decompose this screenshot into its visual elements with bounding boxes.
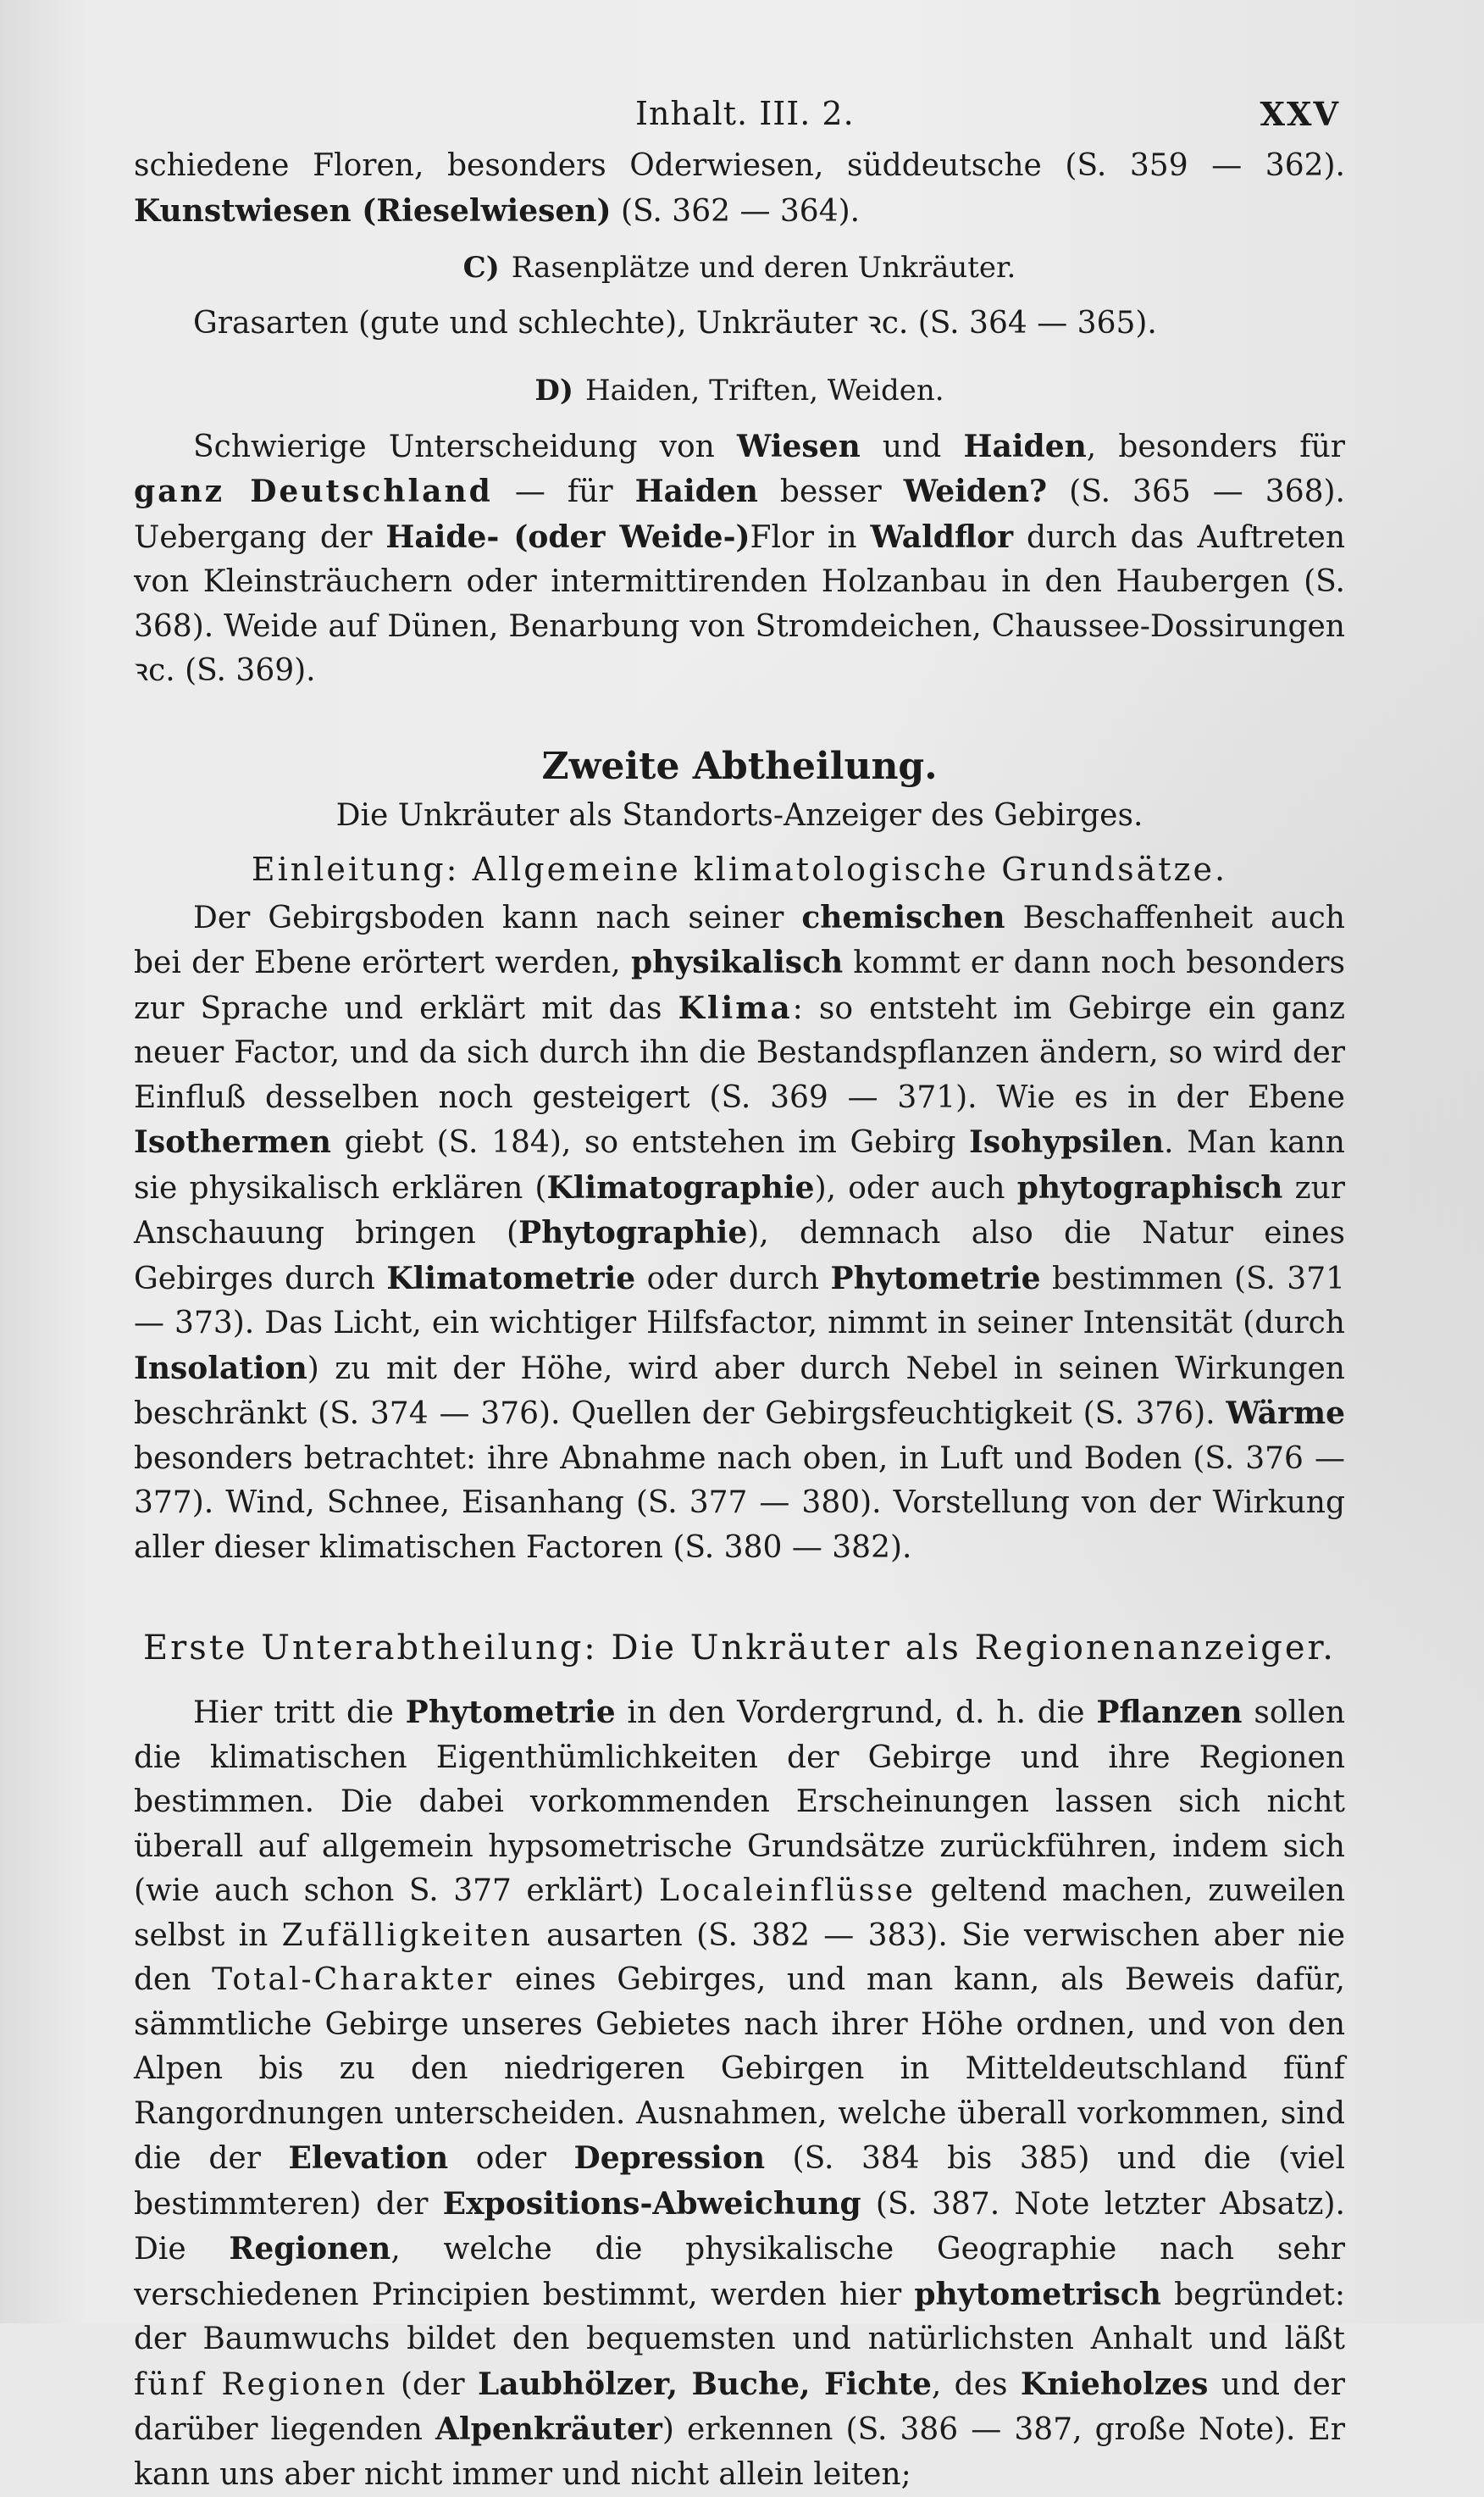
text-run: (S. 384 bis 385) und die (viel bestimmteren) der [134, 2141, 1346, 2222]
paragraph-floren [134, 144, 1345, 234]
running-title: Inhalt. III. 2. [635, 95, 855, 132]
text-run: , welche die physikalische Geographie nach sehr verschiedenen Principien bestimmt, werden hier [134, 2232, 1345, 2312]
text-run: oder durch [635, 1261, 831, 1296]
text-run: Flor in [750, 519, 871, 555]
text-run: bestimmen (S. 371 — 373). Das Licht, ein wichtiger Hilfsfactor, nimmt in seiner Intensität (durch [134, 1261, 1345, 1340]
text-run: besonders betrachtet: ihre Abnahme nach oben, in Luft und Boden (S. 376 — 377). Wind, Schnee, Eisanhang (S. 377 — 380). Vorstellung von der Wirkung aller dieser klimatischen Factoren (S. 380 — 382). [134, 1440, 1345, 1565]
text-run: giebt (S. 184), so entstehen im Gebirg [330, 1125, 970, 1160]
emphasized-text: Phytometrie [405, 1695, 616, 1730]
text-run: (der [387, 2367, 478, 2402]
emphasized-text: Wärme [1226, 1396, 1345, 1431]
emphasized-text: Knieholzes [1020, 2366, 1209, 2402]
text-run: (S. 365 — 368). Uebergang der [134, 474, 1345, 555]
emphasized-text: Isohypsilen [969, 1124, 1165, 1160]
text-run: , besonders für [1086, 429, 1345, 464]
page-number: XXV [1260, 95, 1340, 133]
text-run: geltend machen, zuweilen selbst in [134, 1873, 1346, 1953]
text-run: ), demnach also die Natur eines Gebirges durch [134, 1216, 1345, 1296]
emphasized-text: Klimatographie [546, 1169, 815, 1206]
emphasized-text: Elevation [288, 2140, 449, 2176]
text-run: Beschaffenheit auch bei der Ebene erörtert werden, [134, 900, 1345, 980]
running-head [0, 95, 1484, 146]
text-run: . Man kann sie physikalisch erklären ( [134, 1125, 1345, 1206]
emphasized-text: Haiden [963, 428, 1087, 464]
text-run: kommt er dann noch besonders zur Sprache und erklärt mit das [134, 946, 1345, 1026]
text-run: Total-Charakter [212, 1962, 495, 1997]
text-run: (S. 362 — 364). [611, 193, 861, 229]
emphasized-text: phytometrisch [914, 2276, 1161, 2312]
emphasized-text: Pflanzen [1096, 1695, 1243, 1730]
emphasized-text: Wiesen [737, 428, 861, 464]
introduction-heading: Einleitung: Allgemeine klimatologische Grundsätze. [251, 850, 1228, 888]
emphasized-text: Kunstwiesen (Rieselwiesen) [134, 192, 612, 229]
text-run: Hier tritt die [193, 1695, 406, 1730]
text-run: , des [931, 2367, 1021, 2402]
emphasized-text: Laubhölzer, Buche, Fichte [477, 2366, 932, 2402]
text-run: fünf Regionen [134, 2367, 388, 2402]
part-title: Zweite Abtheilung. [541, 744, 938, 788]
emphasized-text: Isothermen [134, 1124, 331, 1160]
section-d-heading: D) Haiden, Triften, Weiden. [534, 373, 944, 408]
emphasized-text: Haiden [634, 474, 758, 509]
text-run: Zufälligkeiten [281, 1917, 533, 1953]
emphasized-text: ganz Deutschland [134, 474, 493, 509]
text-run: — für [492, 474, 635, 509]
text-run: Schwierige Unterscheidung von [193, 429, 738, 464]
emphasized-text: Depression [573, 2140, 766, 2176]
text-run: schiedene Floren, besonders Oderwiesen, süddeutsche (S. 359 — 362). [134, 148, 1345, 183]
text-run: zur Anschauung bringen ( [134, 1170, 1345, 1251]
emphasized-text: Phytographie [518, 1215, 748, 1251]
text-run: eines Gebirges, und man kann, als Beweis dafür, sämmtliche Gebirge unseres Gebietes nach ihrer Höhe ordnen, und von den Alpen bis zu den niedrigeren Gebirgen in Mitteldeutschland fünf Rangordnungen unterscheiden. Ausnahmen, welche überall vorkommen, sind die der [134, 1962, 1345, 2176]
paragraph-gebirgsboden [134, 896, 1345, 1571]
text-run: durch das Auftreten von Kleinsträuchern oder intermittirenden Holzanbau in den Haubergen (S. 368). Weide auf Dünen, Benarbung von Stromdeichen, Chaussee-Dossirungen ꝛc. (S. 369). [134, 519, 1346, 688]
emphasized-text: Expositions-Abweichung [442, 2185, 861, 2222]
text-run: ) zu mit der Höhe, wird aber durch Nebel in seinen Wirkungen beschränkt (S. 374 — 376). Quellen der Gebirgsfeuchtigkeit (S. 376). [134, 1351, 1345, 1431]
text-run: Localeinflüsse [658, 1873, 916, 1908]
emphasized-text: Haide- (oder Weide-) [385, 519, 750, 555]
part-subtitle: Die Unkräuter als Standorts-Anzeiger des Gebirges. [335, 797, 1143, 833]
paragraph-haiden [134, 424, 1345, 694]
text-run: : so entsteht im Gebirge ein ganz neuer Factor, und da sich durch ihn die Bestandspflanzen ändern, so wird der Einfluß desselben noch gesteigert (S. 369 — 371). Wie es in der Ebene [134, 990, 1345, 1115]
text-run: und der darüber liegenden [134, 2367, 1345, 2447]
text-run: sollen die klimatischen Eigenthümlichkeiten der Gebirge und ihre Regionen bestimmen. Die dabei vorkommenden Erscheinungen lassen sich nicht überall auf allgemein hypsometrische Grundsätze zurückführen, indem sich (wie auch schon S. 377 erklärt) [134, 1695, 1346, 1908]
text-run: oder [448, 2141, 574, 2176]
emphasized-text: Insolation [134, 1350, 307, 1386]
emphasized-text: Waldflor [870, 519, 1014, 555]
text-run: in den Vordergrund, d. h. die [615, 1695, 1097, 1730]
text-run: ausarten (S. 382 — 383). Sie verwischen aber nie den [134, 1917, 1345, 1997]
paragraph-phytometrie [134, 1690, 1345, 2497]
text-run: (S. 387. Note letzter Absatz). Die [134, 2186, 1345, 2267]
text-run: Der Gebirgsboden kann nach seiner [193, 900, 802, 935]
paragraph-grasarten: Grasarten (gute und schlechte), Unkräuter ꝛc. (S. 364 — 365). [193, 306, 1157, 341]
text-run: begründet: der Baumwuchs bildet den bequemsten und natürlichsten Anhalt und läßt [134, 2277, 1345, 2356]
text-run: ), oder auch [814, 1170, 1017, 1206]
emphasized-text: Regionen [229, 2231, 391, 2267]
emphasized-text: Klima [678, 990, 793, 1026]
text-run: ) erkennen (S. 386 — 387, große Note). Er kann uns aber nicht immer und nicht allein leiten; [134, 2412, 1346, 2492]
text-run: besser [757, 474, 904, 509]
page-body [134, 144, 1345, 2497]
emphasized-text: Phytometrie [830, 1260, 1041, 1296]
emphasized-text: Klimatometrie [386, 1260, 636, 1296]
emphasized-text: Alpenkräuter [435, 2411, 662, 2447]
emphasized-text: physikalisch [630, 945, 844, 980]
emphasized-text: chemischen [801, 899, 1005, 935]
text-run: und [860, 429, 964, 464]
section-c-heading: C) Rasenplätze und deren Unkräuter. [462, 251, 1016, 285]
emphasized-text: Weiden? [903, 474, 1048, 509]
subdivision-heading: Erste Unterabtheilung: Die Unkräuter als Regionenanzeiger. [142, 1629, 1336, 1667]
emphasized-text: phytographisch [1016, 1169, 1283, 1206]
